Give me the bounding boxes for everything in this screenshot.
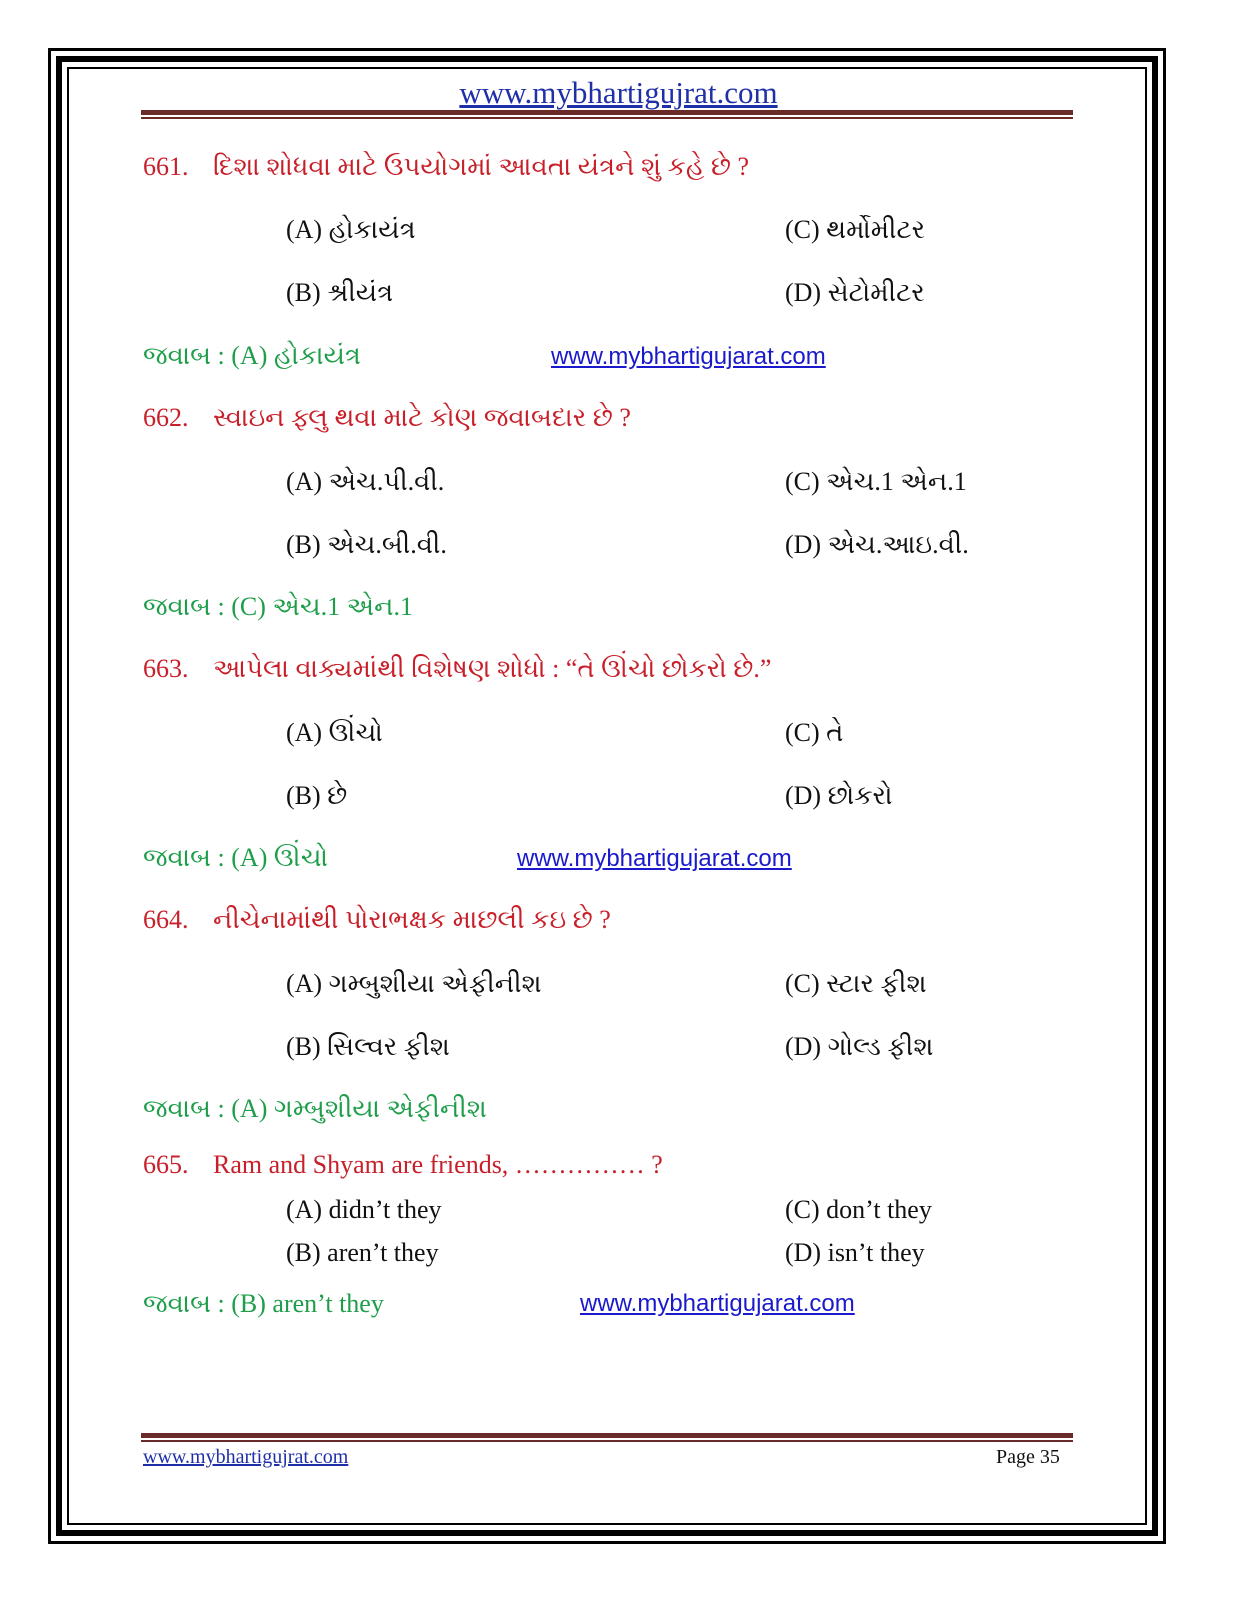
option-a: (A) didn’t they (286, 1195, 442, 1224)
answer-665: જવાબ : (B) aren’t they (143, 1289, 384, 1318)
question-665 (143, 1150, 663, 1180)
website-link[interactable]: www.mybhartigujarat.com (580, 1290, 855, 1317)
question-number: 663. (143, 654, 189, 683)
header-rule-thin (141, 117, 1073, 119)
option-d: (D) ગોલ્ડ ફીશ (785, 1032, 934, 1061)
question-number: 661. (143, 152, 189, 181)
option-c: (C) સ્ટાર ફીશ (785, 969, 927, 998)
footer-url-link[interactable]: www.mybhartigujrat.com (143, 1446, 349, 1468)
option-c: (C) થર્મોમીટર (785, 215, 926, 244)
question-663 (143, 654, 771, 685)
option-a: (A) ઊંચો (286, 718, 383, 747)
page-number: Page 35 (996, 1446, 1060, 1468)
question-number: 664. (143, 905, 189, 934)
question-text: નીચેનામાંથી પોરાભક્ષક માછલી કઇ છે ? (213, 905, 611, 934)
option-c: (C) તે (785, 718, 844, 747)
option-b: (B) શ્રીયંત્ર (286, 278, 394, 307)
option-b: (B) aren’t they (286, 1238, 439, 1267)
option-a: (A) ગમ્બુશીયા એફીનીશ (286, 969, 542, 998)
question-number: 662. (143, 403, 189, 432)
question-text: દિશા શોધવા માટે ઉપયોગમાં આવતા યંત્રને શું કહે છે ? (213, 152, 749, 181)
footer-rule (141, 1433, 1073, 1438)
website-link[interactable]: www.mybhartigujarat.com (551, 343, 826, 370)
website-link[interactable]: www.mybhartigujarat.com (517, 845, 792, 872)
footer-rule-thin (141, 1440, 1073, 1442)
answer-661: જવાબ : (A) હોકાયંત્ર (143, 341, 361, 370)
header-rule (141, 110, 1073, 115)
option-b: (B) સિલ્વર ફીશ (286, 1032, 450, 1061)
option-d: (D) છોકરો (785, 781, 893, 810)
question-662 (143, 403, 631, 434)
question-text: આપેલા વાક્યમાંથી વિશેષણ શોધો : “તે ઊંચો છોકરો છે.” (213, 654, 772, 683)
question-text: સ્વાઇન ફ્લુ થવા માટે કોણ જવાબદાર છે ? (213, 403, 631, 432)
option-a: (A) એચ.પી.વી. (286, 467, 445, 496)
question-text: Ram and Shyam are friends, …………… ? (213, 1150, 663, 1179)
answer-662: જવાબ : (C) એચ.1 એન.1 (143, 592, 413, 621)
option-c: (C) don’t they (785, 1195, 932, 1224)
option-b: (B) એચ.બી.વી. (286, 530, 447, 559)
question-664 (143, 905, 611, 936)
answer-663: જવાબ : (A) ઊંચો (143, 843, 329, 872)
answer-664: જવાબ : (A) ગમ્બુશીયા એફીનીશ (143, 1094, 487, 1123)
option-b: (B) છે (286, 781, 348, 810)
question-661 (143, 152, 749, 183)
option-c: (C) એચ.1 એન.1 (785, 467, 967, 496)
option-d: (D) isn’t they (785, 1238, 925, 1267)
option-a: (A) હોકાયંત્ર (286, 215, 416, 244)
option-d: (D) સેટોમીટર (785, 278, 925, 307)
option-d: (D) એચ.આઇ.વી. (785, 530, 969, 559)
header-url-link[interactable]: www.mybhartigujrat.com (459, 75, 778, 110)
question-number: 665. (143, 1150, 189, 1179)
